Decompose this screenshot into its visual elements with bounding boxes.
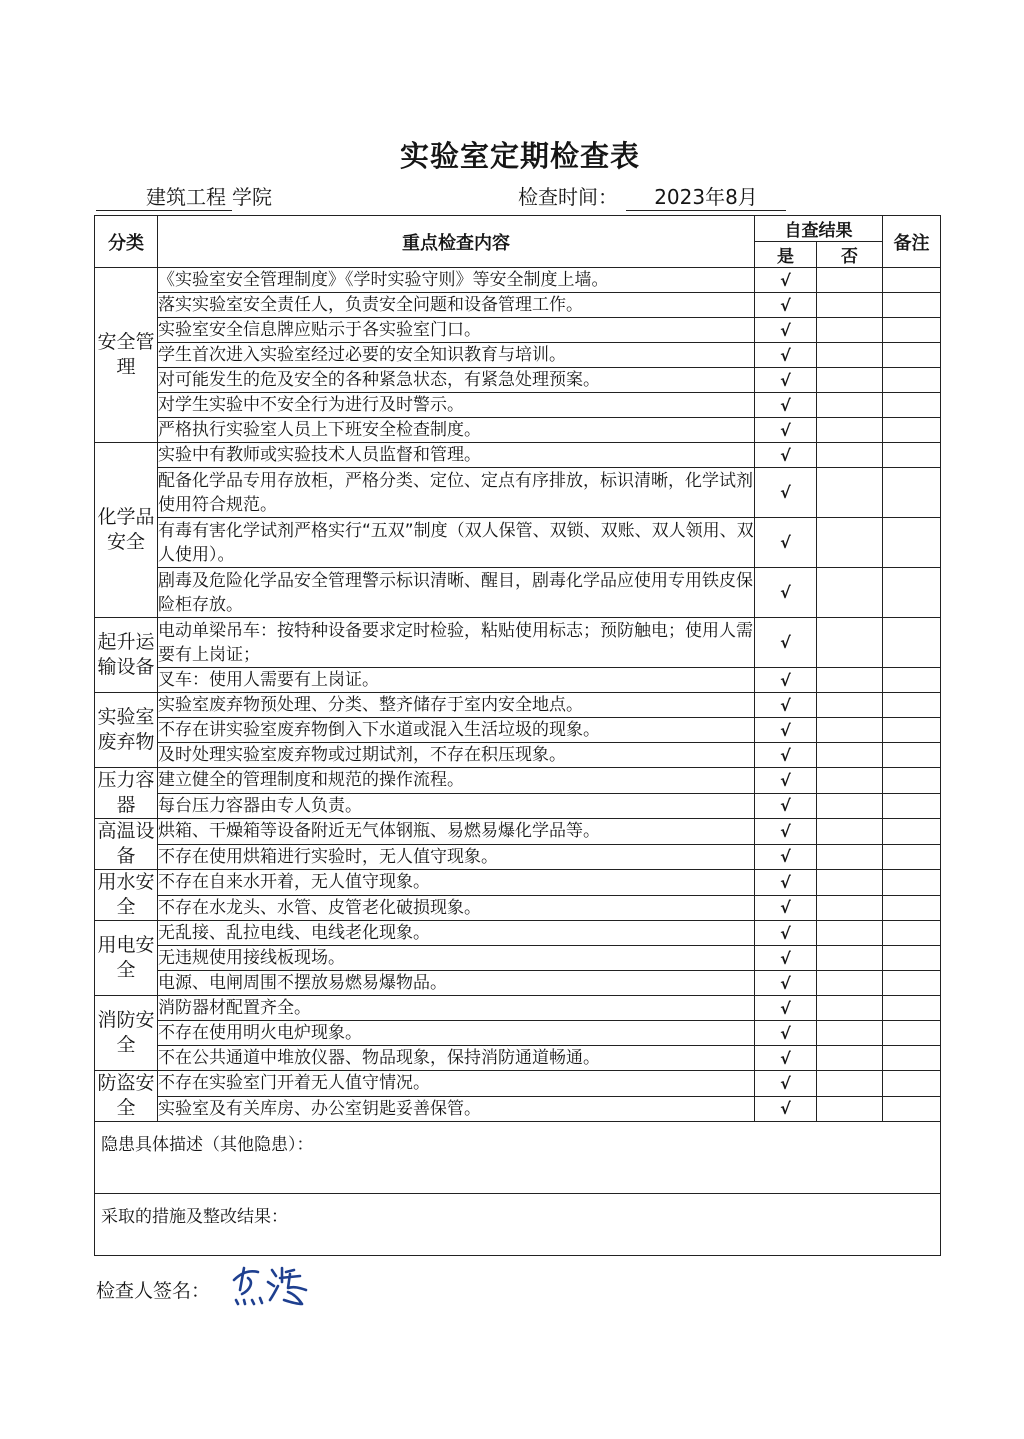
inspector-signature [228, 1260, 314, 1312]
result-yes-check: √ [755, 921, 817, 946]
result-yes-check: √ [755, 393, 817, 418]
header-yes: 是 [755, 242, 817, 268]
notes-cell [883, 293, 941, 318]
result-no-cell [817, 870, 883, 896]
notes-cell [883, 618, 941, 668]
table-row [95, 996, 941, 1021]
check-item: 实验室废弃物预处理、分类、整齐储存于室内安全地点。 [158, 693, 755, 718]
result-yes-check: √ [755, 668, 817, 693]
notes-cell [883, 793, 941, 819]
result-yes-check: √ [755, 870, 817, 896]
result-no-cell [817, 318, 883, 343]
check-item: 配备化学品专用存放柜，严格分类、定位、定点有序排放，标识清晰，化学试剂使用符合规范。 [158, 468, 755, 518]
header-category: 分类 [95, 216, 158, 268]
notes-cell [883, 996, 941, 1021]
category-cell: 高温设备 [95, 819, 158, 870]
table-row [95, 693, 941, 718]
table-row [95, 1071, 941, 1097]
header-content: 重点检查内容 [158, 216, 755, 268]
result-yes-check: √ [755, 268, 817, 293]
result-no-cell [817, 693, 883, 718]
result-no-cell [817, 844, 883, 870]
notes-cell [883, 518, 941, 568]
check-item: 无乱接、乱拉电线、电线老化现象。 [158, 921, 755, 946]
result-no-cell [817, 895, 883, 921]
table-row [95, 343, 941, 368]
notes-cell [883, 443, 941, 468]
notes-cell [883, 844, 941, 870]
table-row [95, 1046, 941, 1071]
check-item: 学生首次进入实验室经过必要的安全知识教育与培训。 [158, 343, 755, 368]
category-cell: 化学品安全 [95, 443, 158, 618]
result-yes-check: √ [755, 971, 817, 996]
result-no-cell [817, 1071, 883, 1097]
inspection-table [94, 215, 941, 1256]
college-name: 建筑工程 [96, 184, 232, 211]
result-no-cell [817, 768, 883, 794]
notes-cell [883, 1021, 941, 1046]
check-item: 有毒有害化学试剂严格实行“五双”制度（双人保管、双锁、双账、双人领用、双人使用）。 [158, 518, 755, 568]
check-item: 实验室及有关库房、办公室钥匙妥善保管。 [158, 1096, 755, 1122]
check-time-line [518, 184, 786, 210]
result-yes-check: √ [755, 793, 817, 819]
result-yes-check: √ [755, 1021, 817, 1046]
result-yes-check: √ [755, 1096, 817, 1122]
result-no-cell [817, 368, 883, 393]
result-no-cell [817, 819, 883, 845]
notes-cell [883, 870, 941, 896]
check-item: 不在公共通道中堆放仪器、物品现象，保持消防通道畅通。 [158, 1046, 755, 1071]
result-no-cell [817, 1046, 883, 1071]
hazard-description: 隐患具体描述（其他隐患）： [95, 1122, 941, 1194]
check-item: 建立健全的管理制度和规范的操作流程。 [158, 768, 755, 794]
result-no-cell [817, 343, 883, 368]
table-row [95, 971, 941, 996]
table-row [95, 443, 941, 468]
check-item: 消防器材配置齐全。 [158, 996, 755, 1021]
table-row [95, 946, 941, 971]
notes-cell [883, 743, 941, 768]
notes-cell [883, 693, 941, 718]
table-row [95, 870, 941, 896]
table-row [95, 844, 941, 870]
result-no-cell [817, 443, 883, 468]
result-no-cell [817, 518, 883, 568]
check-item: 电动单梁吊车：按特种设备要求定时检验，粘贴使用标志；预防触电；使用人需要有上岗证； [158, 618, 755, 668]
notes-cell [883, 718, 941, 743]
result-no-cell [817, 668, 883, 693]
table-row [95, 268, 941, 293]
table-row [95, 895, 941, 921]
notes-cell [883, 768, 941, 794]
result-yes-check: √ [755, 844, 817, 870]
result-yes-check: √ [755, 443, 817, 468]
notes-cell [883, 268, 941, 293]
college-line [96, 184, 272, 210]
table-row [95, 1021, 941, 1046]
table-row [95, 568, 941, 618]
table-row [95, 318, 941, 343]
notes-cell [883, 318, 941, 343]
header-result: 自查结果 [755, 216, 883, 242]
check-item: 严格执行实验室人员上下班安全检查制度。 [158, 418, 755, 443]
result-no-cell [817, 718, 883, 743]
result-yes-check: √ [755, 468, 817, 518]
result-no-cell [817, 1021, 883, 1046]
notes-cell [883, 921, 941, 946]
category-cell: 用电安全 [95, 921, 158, 996]
table-row [95, 793, 941, 819]
notes-cell [883, 368, 941, 393]
notes-cell [883, 895, 941, 921]
check-item: 叉车：使用人需要有上岗证。 [158, 668, 755, 693]
result-yes-check: √ [755, 418, 817, 443]
category-cell: 消防安全 [95, 996, 158, 1071]
table-row [95, 368, 941, 393]
check-item: 不存在使用烘箱进行实验时，无人值守现象。 [158, 844, 755, 870]
notes-cell [883, 343, 941, 368]
table-row [95, 718, 941, 743]
check-item: 无违规使用接线板现场。 [158, 946, 755, 971]
result-no-cell [817, 293, 883, 318]
table-row [95, 668, 941, 693]
notes-cell [883, 946, 941, 971]
result-yes-check: √ [755, 895, 817, 921]
table-row [95, 468, 941, 518]
category-cell: 安全管理 [95, 268, 158, 443]
result-no-cell [817, 793, 883, 819]
result-no-cell [817, 946, 883, 971]
check-item: 不存在自来水开着，无人值守现象。 [158, 870, 755, 896]
table-row [95, 743, 941, 768]
table-row [95, 921, 941, 946]
check-item: 不存在实验室门开着无人值守情况。 [158, 1071, 755, 1097]
result-yes-check: √ [755, 618, 817, 668]
result-yes-check: √ [755, 318, 817, 343]
result-yes-check: √ [755, 693, 817, 718]
notes-cell [883, 668, 941, 693]
result-yes-check: √ [755, 718, 817, 743]
result-no-cell [817, 1096, 883, 1122]
result-yes-check: √ [755, 946, 817, 971]
check-item: 《实验室安全管理制度》《学时实验守则》等安全制度上墙。 [158, 268, 755, 293]
inspection-body [95, 268, 941, 1122]
check-item: 不存在使用明火电炉现象。 [158, 1021, 755, 1046]
table-row [95, 518, 941, 568]
category-cell: 防盗安全 [95, 1071, 158, 1122]
result-yes-check: √ [755, 343, 817, 368]
check-item: 实验中有教师或实验技术人员监督和管理。 [158, 443, 755, 468]
table-row [95, 293, 941, 318]
result-yes-check: √ [755, 743, 817, 768]
check-item: 烘箱、干燥箱等设备附近无气体钢瓶、易燃易爆化学品等。 [158, 819, 755, 845]
check-time-label: 检查时间： [518, 185, 618, 209]
result-yes-check: √ [755, 1046, 817, 1071]
result-yes-check: √ [755, 368, 817, 393]
measures-result: 采取的措施及整改结果： [95, 1194, 941, 1256]
result-yes-check: √ [755, 518, 817, 568]
result-no-cell [817, 743, 883, 768]
category-cell: 用水安全 [95, 870, 158, 921]
notes-cell [883, 1096, 941, 1122]
result-no-cell [817, 468, 883, 518]
check-item: 电源、电闸周围不摆放易燃易爆物品。 [158, 971, 755, 996]
notes-cell [883, 1071, 941, 1097]
notes-cell [883, 1046, 941, 1071]
notes-cell [883, 468, 941, 518]
result-yes-check: √ [755, 819, 817, 845]
result-no-cell [817, 971, 883, 996]
check-item: 对学生实验中不安全行为进行及时警示。 [158, 393, 755, 418]
notes-cell [883, 568, 941, 618]
category-cell: 起升运输设备 [95, 618, 158, 693]
result-yes-check: √ [755, 768, 817, 794]
table-row [95, 418, 941, 443]
notes-cell [883, 418, 941, 443]
header-no: 否 [817, 242, 883, 268]
result-yes-check: √ [755, 1071, 817, 1097]
check-item: 对可能发生的危及安全的各种紧急状态，有紧急处理预案。 [158, 368, 755, 393]
check-item: 及时处理实验室废弃物或过期试剂，不存在积压现象。 [158, 743, 755, 768]
result-no-cell [817, 568, 883, 618]
result-no-cell [817, 268, 883, 293]
check-item: 每台压力容器由专人负责。 [158, 793, 755, 819]
notes-cell [883, 393, 941, 418]
inspector-label: 检查人签名： [96, 1280, 211, 1302]
result-yes-check: √ [755, 568, 817, 618]
check-time-value: 2023年8月 [626, 184, 786, 211]
check-item: 不存在讲实验室废弃物倒入下水道或混入生活垃圾的现象。 [158, 718, 755, 743]
check-item: 剧毒及危险化学品安全管理警示标识清晰、醒目，剧毒化学品应使用专用铁皮保险柜存放。 [158, 568, 755, 618]
category-cell: 压力容器 [95, 768, 158, 819]
result-yes-check: √ [755, 996, 817, 1021]
result-no-cell [817, 921, 883, 946]
category-cell: 实验室废弃物 [95, 693, 158, 768]
notes-cell [883, 819, 941, 845]
table-row [95, 1096, 941, 1122]
result-yes-check: √ [755, 293, 817, 318]
result-no-cell [817, 618, 883, 668]
table-row [95, 819, 941, 845]
table-row [95, 618, 941, 668]
table-row [95, 768, 941, 794]
check-item: 实验室安全信息牌应贴示于各实验室门口。 [158, 318, 755, 343]
header-notes: 备注 [883, 216, 941, 268]
page-title: 实验室定期检查表 [399, 139, 640, 173]
college-suffix: 学院 [232, 185, 272, 209]
notes-cell [883, 971, 941, 996]
check-item: 落实实验室安全责任人，负责安全问题和设备管理工作。 [158, 293, 755, 318]
result-no-cell [817, 996, 883, 1021]
check-item: 不存在水龙头、水管、皮管老化破损现象。 [158, 895, 755, 921]
result-no-cell [817, 393, 883, 418]
result-no-cell [817, 418, 883, 443]
table-row [95, 393, 941, 418]
